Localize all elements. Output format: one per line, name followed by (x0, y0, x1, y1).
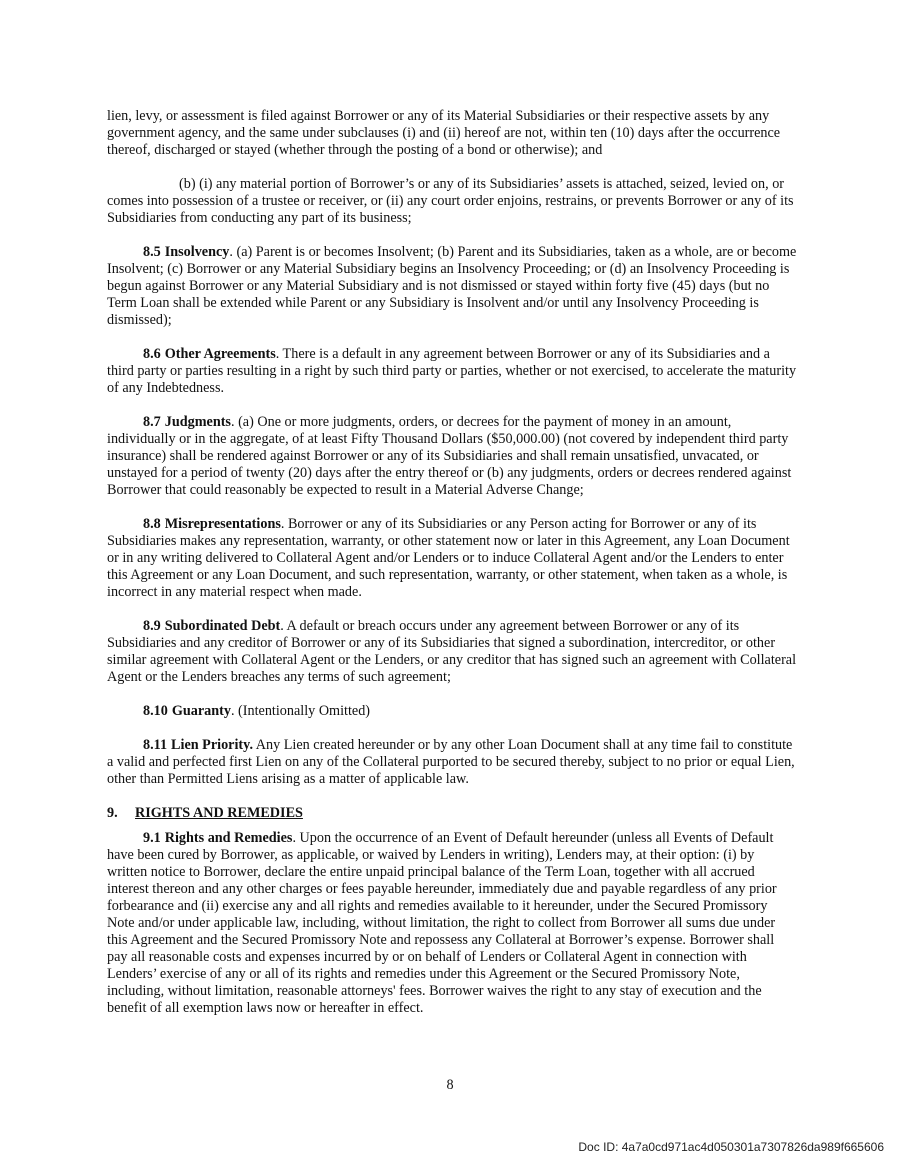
section-text: Any Lien created hereunder or by any other Loan Document shall at any time fail to constitute a valid and perfected first Lien on any of the Collateral purported to be secured thereby, subject to no prior or equal Lien, other than Permitted Liens arising as a matter of applicable law. (107, 737, 795, 787)
section-text: . (a) One or more judgments, orders, or decrees for the payment of money in an amount, individually or in the aggregate, of at least Fifty Thousand Dollars ($50,000.00) (not covered by independent third party insurance) shall be rendered against Borrower or any of its Subsidiaries and shall remain unsatisfied, unvacated, or unstayed for a period of twenty (20) days after the entry thereof or (b) any judgments, orders or decrees rendered against Borrower that could reasonably be expected to result in a Material Adverse Change; (107, 414, 792, 498)
section-9-heading (107, 805, 797, 822)
section-number: 8.5 (143, 244, 161, 260)
section-number: 8.11 (143, 737, 168, 753)
section-9-number: 9. (107, 805, 118, 821)
section-8-7 (107, 414, 797, 499)
section-8-5 (107, 244, 797, 329)
section-number: 8.9 (143, 618, 161, 634)
section-8-6 (107, 346, 797, 397)
section-number: 8.10 (143, 703, 168, 719)
section-number: 8.8 (143, 516, 161, 532)
section-text: . A default or breach occurs under any agreement between Borrower or any of its Subsidiaries and any creditor of Borrower or any of its Subsidiaries that signed a subordination, intercreditor, or other similar agreement with Collateral Agent or the Lenders, or any creditor that has signed such an agreement with Collateral Agent or the Lenders breaches any terms of such agreement; (107, 618, 797, 685)
section-text: . (Intentionally Omitted) (230, 703, 371, 719)
section-text: . Borrower or any of its Subsidiaries or any Person acting for Borrower or any of its Subsidiaries makes any representation, warranty, or other statement now or later in this Agreement, any Loan Document or in any writing delivered to Collateral Agent and/or Lenders or to induce Collateral Agent and/or the Lenders to enter this Agreement or any Loan Document, and such representation, warranty, or other statement, when taken as a whole, is incorrect in any material respect when made. (107, 516, 790, 600)
section-heading: Subordinated Debt (164, 618, 281, 634)
doc-id-footer: Doc ID: 4a7a0cd971ac4d050301a7307826da989f665606 (578, 1140, 884, 1154)
section-number: 8.6 (143, 346, 161, 362)
section-number: 8.7 (143, 414, 161, 430)
section-text: . There is a default in any agreement between Borrower or any of its Subsidiaries and a third party or parties resulting in a right by such third party or parties, whether or not exercised, to accelerate the maturity of any Indebtedness. (107, 346, 797, 396)
section-9-1 (107, 830, 797, 1017)
section-8-9 (107, 618, 797, 686)
section-heading: Misrepresentations (164, 516, 281, 532)
section-text: . (a) Parent is or becomes Insolvent; (b) Parent and its Subsidiaries, taken as a whole, are or become Insolvent; (c) Borrower or any Material Subsidiary begins an Insolvency Proceeding; or (d) an Insolvency Proceeding is begun against Borrower or any Material Subsidiary and is not dismissed or stayed within forty five (45) days (but no Term Loan shall be extended while Parent or any Subsidiary is Insolvent and/or until any Insolvency Proceeding is dismissed); (107, 244, 797, 328)
section-heading: Guaranty (171, 703, 231, 719)
section-heading: Lien Priority. (171, 737, 254, 753)
section-8-8 (107, 516, 797, 601)
paragraph-clause-b: (b) (i) any material portion of Borrower’s or any of its Subsidiaries’ assets is attached, seized, levied on, or comes into possession of a trustee or receiver, or (ii) any court order enjoins, restrains, or prevents Borrower or any of its Subsidiaries from conducting any part of its business; (107, 176, 794, 226)
section-9-title: RIGHTS AND REMEDIES (135, 805, 303, 821)
paragraph-lien-continuation: lien, levy, or assessment is filed against Borrower or any of its Material Subsidiaries or their respective assets by any government agency, and the same under subclauses (i) and (ii) hereof are not, within ten (10) days after the occurrence thereof, discharged or stayed (whether through the posting of a bond or otherwise); and (107, 108, 781, 158)
section-heading: Rights and Remedies (164, 830, 293, 846)
section-number: 9.1 (143, 830, 161, 846)
section-heading: Other Agreements (164, 346, 276, 362)
page-number: 8 (446, 1077, 454, 1093)
section-text: . Upon the occurrence of an Event of Default hereunder (unless all Events of Default have been cured by Borrower, as applicable, or waived by Lenders in writing), Lenders may, at their option: (i) by written notice to Borrower, declare the entire unpaid principal balance of the Term Loan, together with all accrued interest thereon and any other charges or fees payable hereunder, immediately due and payable regardless of any prior forbearance and (ii) exercise any and all rights and remedies available to it hereunder, under the Secured Promissory Note and/or under applicable law, including, without limitation, the right to collect from Borrower all sums due under this Agreement and the Secured Promissory Note and repossess any Collateral at Borrower’s expense. Borrower shall pay all reasonable costs and expenses incurred by or on behalf of Lenders or Collateral Agent in connection with Lenders’ exercise of any or all of its rights and remedies under this Agreement or the Secured Promissory Note, including, without limitation, reasonable attorneys' fees. Borrower waives the right to any stay of execution and the benefit of all exemption laws now or hereafter in effect. (107, 830, 777, 1016)
section-8-10 (107, 703, 797, 720)
document-body (107, 108, 797, 1034)
section-8-11 (107, 737, 797, 788)
section-heading: Judgments (164, 414, 231, 430)
section-heading: Insolvency (164, 244, 230, 260)
